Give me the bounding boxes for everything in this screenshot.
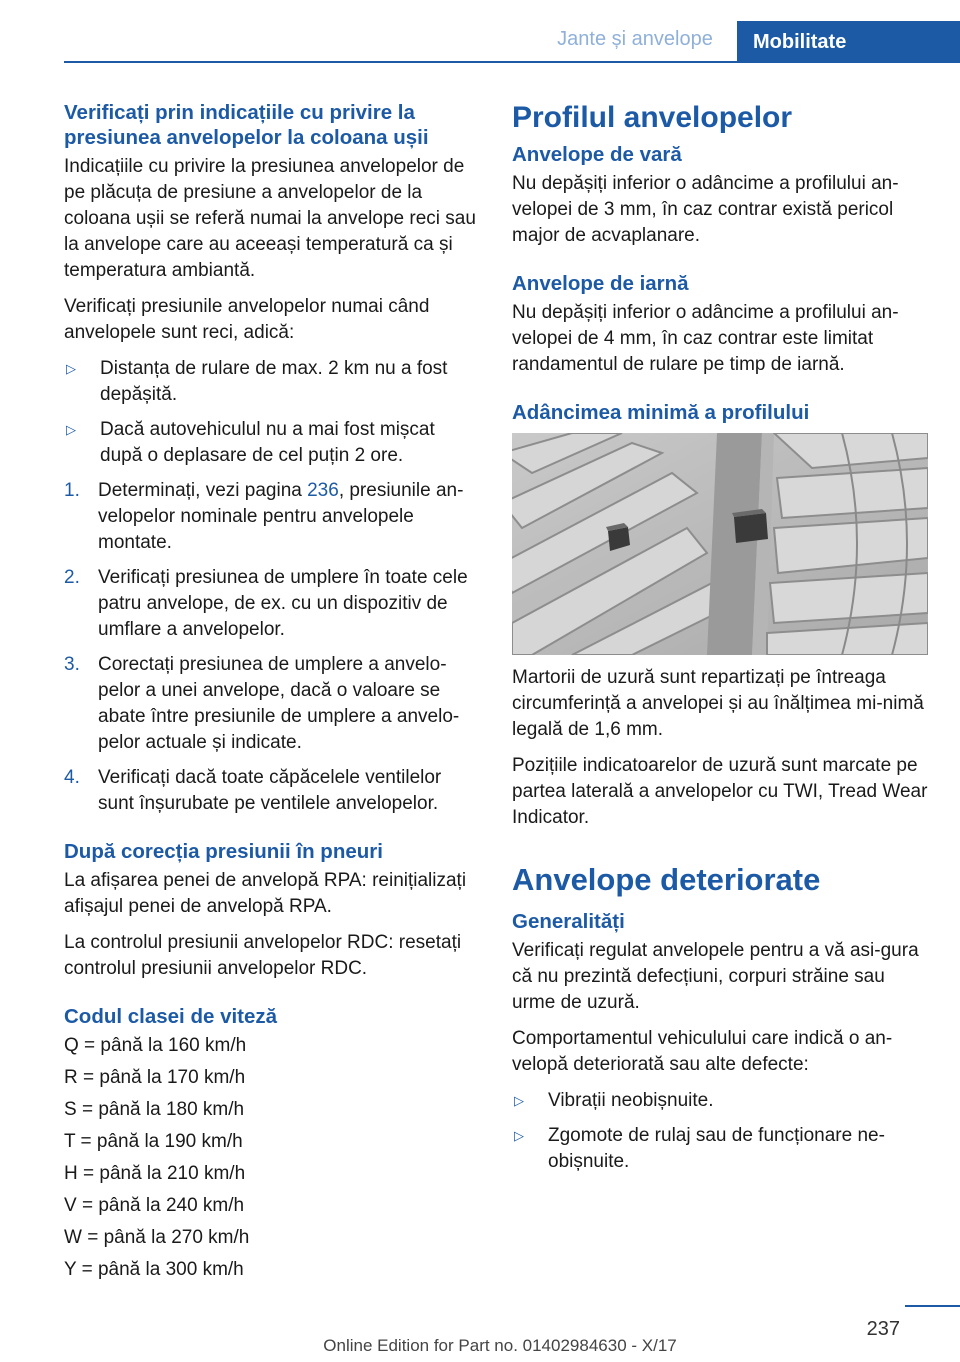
paragraph: Nu depășiți inferior o adâncime a profilului an‐velopei de 4 mm, în caz contrar este limitat randamentul de rulare pe timp de iarnă. <box>512 302 899 375</box>
right-column <box>512 100 930 1184</box>
header-section-title: Jante și anvelope <box>557 28 713 50</box>
header-chapter-tab: Mobilitate <box>737 21 960 63</box>
page-number: 237 <box>866 1318 900 1340</box>
general-heading: Generalități <box>512 910 625 933</box>
page-link[interactable]: 236 <box>307 480 339 501</box>
wear-indicator-icon <box>732 509 768 543</box>
winter-heading: Anvelope de iarnă <box>512 272 689 295</box>
triangle-bullet-icon: ▷ <box>514 1093 524 1108</box>
triangle-bullet-icon: ▷ <box>514 1128 524 1143</box>
speed-item: W = până la 270 km/h <box>64 1227 250 1248</box>
list-item: ▷ Vibrații neobișnuite. <box>512 1088 930 1114</box>
speed-item: V = până la 240 km/h <box>64 1195 245 1216</box>
speed-item: T = până la 190 km/h <box>64 1131 243 1152</box>
min-depth-heading: Adâncimea minimă a profilului <box>512 401 810 424</box>
triangle-bullet-icon: ▷ <box>66 361 76 376</box>
list-item: ▷ Dacă autovehiculul nu a mai fost mișcat după o deplasare de cel puțin 2 ore. <box>64 417 482 469</box>
paragraph: Verificați regulat anvelopele pentru a vă asi‐gura că nu prezintă defecțiuni, corpuri străine sau urme de uzură. <box>512 940 919 1013</box>
steps-list <box>64 478 482 817</box>
step-item: 2. Verificați presiunea de umplere în toate cele patru anvelope, de ex. cu un dispozitiv de umflare a anvelopelor. <box>64 567 468 640</box>
left-column <box>64 100 482 1289</box>
paragraph: Indicațiile cu privire la presiunea anvelopelor de pe plăcuța de presiune a anvelopelor de la coloana ușii se referă numai la anvelope reci sau la anvelope care au aceeași temperatură ca și temperatura ambiantă. <box>64 156 476 281</box>
paragraph: Pozițiile indicatoarelor de uzură sunt marcate pe partea laterală a anvelopelor cu TWI, Tread Wear Indicator. <box>512 755 928 828</box>
list-item: ▷ Zgomote de rulaj sau de funcționare ne‐obișnuite. <box>512 1123 930 1175</box>
speed-item: H = până la 210 km/h <box>64 1163 246 1184</box>
footer-edition: Online Edition for Part no. 01402984630 - X/17 <box>323 1336 677 1355</box>
step-item: 4. Verificați dacă toate căpăcelele ventilelor sunt înșurubate pe ventilele anvelopelor. <box>64 767 442 814</box>
tire-tread-illustration <box>512 433 928 655</box>
paragraph: La afișarea penei de anvelopă RPA: reinițializați afișajul penei de anvelopă RPA. <box>64 870 467 917</box>
step-item: 1. Determinați, vezi pagina 236, presiunile an‐velopelor nominale pentru anvelopele montate. <box>64 480 464 553</box>
paragraph: Martorii de uzură sunt repartizați pe întreaga circumferință a anvelopei și au înălțimea mi‐nimă legală de 1,6 mm. <box>512 667 924 740</box>
speed-item: Y = până la 300 km/h <box>64 1259 244 1280</box>
after-correction-heading: După corecția presiunii în pneuri <box>64 840 383 863</box>
step-item: 3. Corectați presiunea de umplere a anvelo‐pelor a unei anvelope, dacă o valoare se abate între presiunile de umplere a anvelo‐pelor actuale și indicate. <box>64 654 460 753</box>
check-heading: Verificați prin indicațiile cu privire la presiunea anvelopelor la coloana ușii <box>64 101 429 149</box>
triangle-bullet-icon: ▷ <box>66 422 76 437</box>
header-rule <box>64 61 960 63</box>
footer-rule <box>905 1305 960 1307</box>
paragraph: Verificați presiunile anvelopelor numai când anvelopele sunt reci, adică: <box>64 296 430 343</box>
paragraph: La controlul presiunii anvelopelor RDC: resetați controlul presiunii anvelopelor RDC. <box>64 932 462 979</box>
bullet-list <box>512 1088 930 1175</box>
summer-heading: Anvelope de vară <box>512 143 682 166</box>
speed-item: S = până la 180 km/h <box>64 1099 245 1120</box>
damaged-tires-title: Anvelope deteriorate <box>512 862 821 897</box>
speed-list <box>64 1033 482 1283</box>
paragraph: Nu depășiți inferior o adâncime a profilului an‐velopei de 3 mm, în caz contrar există pericol major de acvaplanare. <box>512 173 899 246</box>
speed-item: Q = până la 160 km/h <box>64 1035 247 1056</box>
list-item: ▷ Distanța de rulare de max. 2 km nu a fost depășită. <box>64 356 482 408</box>
paragraph: Comportamentul vehiculului care indică o an‐velopă deteriorată sau alte defecte: <box>512 1028 893 1075</box>
bullet-list <box>64 356 482 469</box>
profile-title: Profilul anvelopelor <box>512 101 793 134</box>
speed-class-heading: Codul clasei de viteză <box>64 1005 278 1028</box>
speed-item: R = până la 170 km/h <box>64 1067 246 1088</box>
